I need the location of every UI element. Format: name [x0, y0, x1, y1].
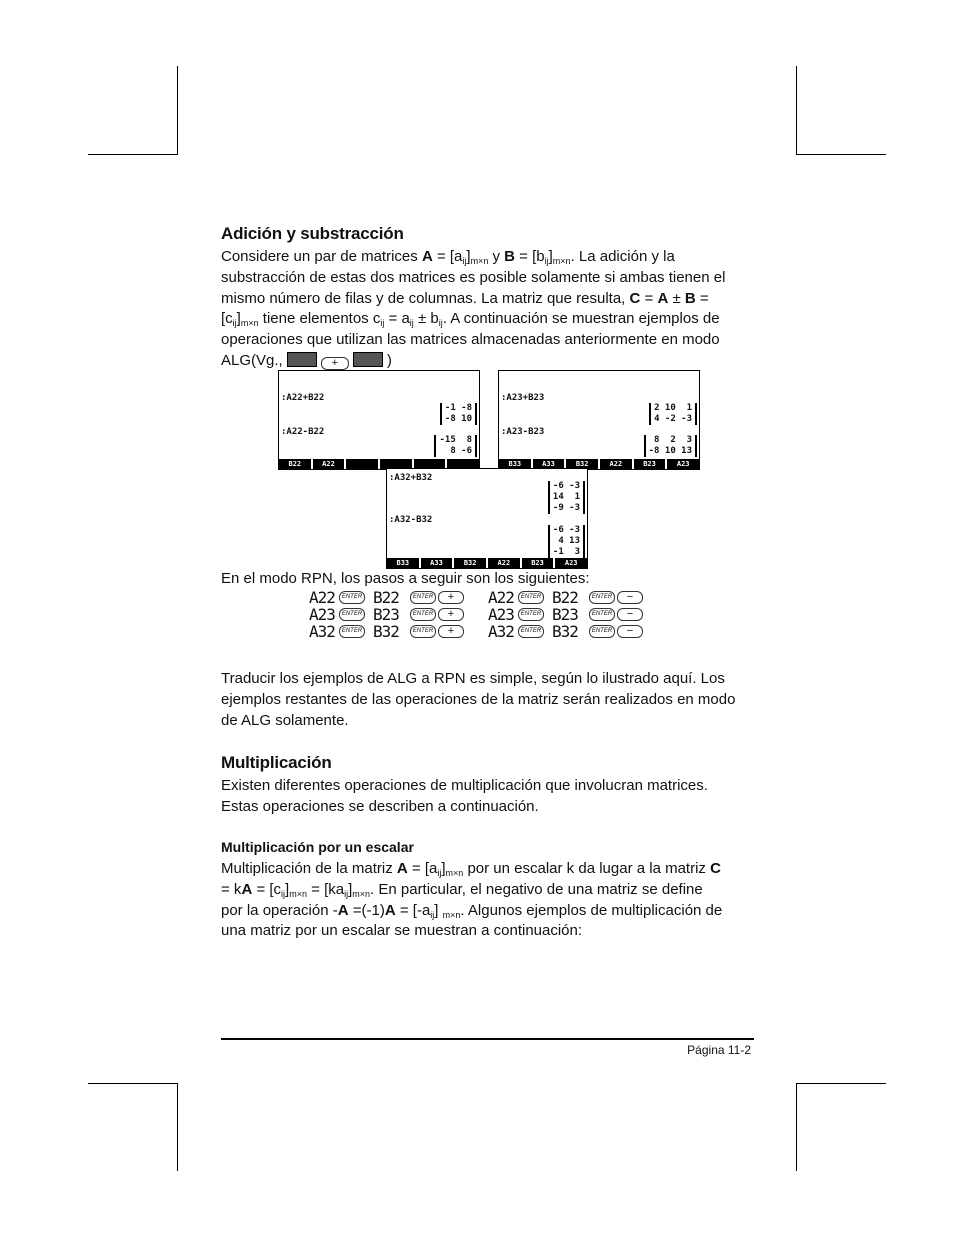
crop-mark — [88, 154, 178, 155]
variable-key: B22 — [552, 588, 578, 607]
variable-key: A22 — [488, 588, 514, 607]
softkey: A33 — [533, 459, 565, 469]
screen-expression: :A23-B23 — [501, 427, 545, 437]
softkey: B32 — [454, 558, 486, 568]
crop-mark — [88, 1083, 178, 1084]
variable-key: B22 — [373, 588, 399, 607]
text-line: ALG(Vg., + ) — [221, 351, 392, 369]
text-line: Multiplicación de la matriz $A = [a_{ij}]_{m\times n}$ por un escalar k da lugar a la matriz C — [221, 860, 721, 878]
variable-key: A23 — [309, 605, 335, 624]
plus-key-icon: + — [321, 357, 349, 370]
calculator-screen-3 — [386, 468, 588, 569]
crop-mark — [796, 1083, 886, 1084]
enter-key-icon: ENTER — [589, 591, 615, 604]
text-line: Estas operaciones se describen a continuación. — [221, 797, 539, 815]
softkey: B23 — [634, 459, 666, 469]
crop-mark — [796, 66, 797, 154]
softkey: B33 — [499, 459, 531, 469]
crop-mark — [177, 1083, 178, 1171]
enter-key-icon: ENTER — [518, 591, 544, 604]
text-line: = kA = $[c_{ij}]_{m\times n} = [ka_{ij}]_{m\times n}$. En particular, el negativo de una matriz se define — [221, 880, 703, 899]
screen-matrix: 8 2 3 -8 10 13 — [644, 435, 697, 457]
text-line: ejemplos restantes de las operaciones de la matriz serán realizados en modo — [221, 690, 736, 708]
enter-key-icon: ENTER — [410, 591, 436, 604]
plus-key-icon: + — [438, 625, 464, 638]
paragraph-escalar — [221, 859, 756, 942]
softkey-a22-icon — [287, 352, 317, 367]
enter-key-icon: ENTER — [339, 608, 365, 621]
footer-rule — [221, 1038, 754, 1040]
softkey: A33 — [421, 558, 453, 568]
text-line: substracción de estas dos matrices es posible solamente si ambas tienen el — [221, 268, 726, 286]
softkey: A22 — [488, 558, 520, 568]
minus-key-icon: − — [617, 608, 643, 621]
screen-expression: :A32-B32 — [389, 515, 433, 525]
softkey: A22 — [600, 459, 632, 469]
calculator-screen-1 — [278, 370, 480, 470]
text-line: Existen diferentes operaciones de multiplicación que involucran matrices. — [221, 777, 708, 794]
text-line: Traducir los ejemplos de ALG a RPN es simple, según lo ilustrado aquí. Los — [221, 670, 725, 687]
subsection-heading-escalar: Multiplicación por un escalar — [221, 839, 414, 855]
crop-mark — [796, 1083, 797, 1171]
softkey: B23 — [522, 558, 554, 568]
enter-key-icon: ENTER — [589, 608, 615, 621]
screen-expression: :A23+B23 — [501, 393, 545, 403]
text-line: una matriz por un escalar se muestran a continuación: — [221, 922, 583, 940]
section-heading-multiplicacion: Multiplicación — [221, 753, 332, 772]
enter-key-icon: ENTER — [518, 625, 544, 638]
softkey: B32 — [566, 459, 598, 469]
text-line: de ALG solamente. — [221, 711, 349, 729]
screen-expression: :A22+B22 — [281, 393, 325, 403]
variable-key: A32 — [309, 622, 335, 641]
screen-matrix: -6 -3 14 1 -9 -3 — [548, 481, 585, 514]
screen-matrix: -15 8 8 -6 — [434, 435, 477, 457]
crop-mark — [796, 154, 886, 155]
minus-key-icon: − — [617, 591, 643, 604]
enter-key-icon: ENTER — [410, 608, 436, 621]
variable-key: A23 — [488, 605, 514, 624]
paragraph-translate — [221, 669, 756, 731]
paragraph-adicion — [221, 247, 756, 372]
variable-key: A32 — [488, 622, 514, 641]
text-line: Considere un par de matrices $A = [a_{ij}]_{m\times n}$ y $B = [b_{ij}]_{m\times n}$. La adición y la — [221, 248, 675, 266]
text-line: operaciones que utilizan las matrices almacenadas anteriormente en modo — [221, 331, 720, 349]
enter-key-icon: ENTER — [339, 591, 365, 604]
variable-key: B32 — [552, 622, 578, 641]
enter-key-icon: ENTER — [339, 625, 365, 638]
softkey — [346, 459, 378, 469]
softkey-b22-icon — [353, 352, 383, 367]
text-line: $[c_{ij}]_{m\times n}$ tiene elementos $c_{ij} = a_{ij} \pm b_{ij}$. A continuación se muestran ejemplos de — [221, 310, 720, 329]
softkey-menu — [387, 558, 587, 568]
page-number: Página 11-2 — [687, 1043, 751, 1057]
plus-key-icon: + — [438, 591, 464, 604]
softkey: B22 — [279, 459, 311, 469]
softkey: A22 — [313, 459, 345, 469]
crop-mark — [177, 66, 178, 154]
variable-key: B23 — [373, 605, 399, 624]
variable-key: B32 — [373, 622, 399, 641]
rpn-keystroke-row — [309, 622, 643, 641]
screen-expression: :A32+B32 — [389, 473, 433, 483]
screen-matrix: -1 -8 -8 10 — [440, 403, 477, 425]
rpn-intro: En el modo RPN, los pasos a seguir son los siguientes: — [221, 570, 590, 587]
screen-matrix: 2 10 1 4 -2 -3 — [649, 403, 697, 425]
enter-key-icon: ENTER — [410, 625, 436, 638]
text-line: mismo número de filas y de columnas. La matriz que resulta, C = A ± B = — [221, 289, 709, 307]
paragraph-multiplicacion — [221, 776, 756, 818]
softkey: B33 — [387, 558, 419, 568]
minus-key-icon: − — [617, 625, 643, 638]
screen-matrix: -6 -3 4 13 -1 3 — [548, 525, 585, 558]
enter-key-icon: ENTER — [518, 608, 544, 621]
text-line: por la operación $-A =(-1)A = [-a_{ij}]$ $_{m\times n}$. Algunos ejemplos de multiplicación de — [221, 901, 723, 920]
screen-expression: :A22-B22 — [281, 427, 325, 437]
variable-key: B23 — [552, 605, 578, 624]
plus-key-icon: + — [438, 608, 464, 621]
calculator-screen-2 — [498, 370, 700, 470]
softkey: A23 — [667, 459, 699, 469]
variable-key: A22 — [309, 588, 335, 607]
enter-key-icon: ENTER — [589, 625, 615, 638]
softkey: A23 — [555, 558, 587, 568]
section-heading-adicion: Adición y substracción — [221, 224, 404, 243]
